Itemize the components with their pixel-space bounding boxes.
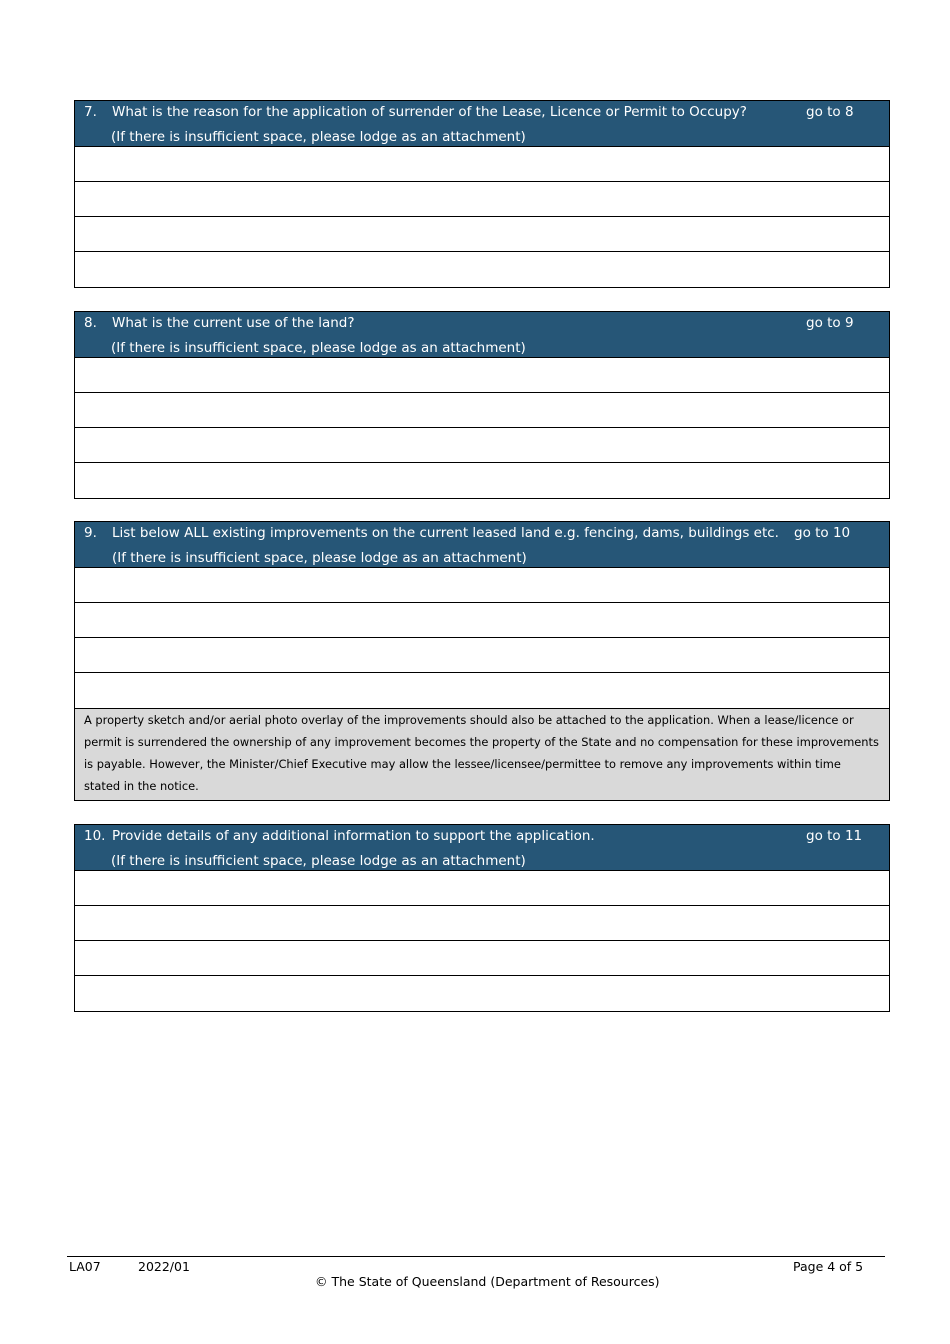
question-9-answer-line-3[interactable] xyxy=(75,638,889,673)
question-8-answer-line-4[interactable] xyxy=(75,463,889,498)
question-7-number: 7. xyxy=(84,104,97,120)
question-10-answer-line-3[interactable] xyxy=(75,941,889,976)
improvements-note: A property sketch and/or aerial photo overlay of the improvements should also be attached to the application. When a lease/licence or permit is surrendered the ownership of any improvement becomes the property of the State and no compensation for these improvements is payable. However, the Minister/Chief Executive may allow the lessee/licensee/permittee to remove any improvements within time stated in the notice. xyxy=(75,708,889,800)
footer-form-code: LA07 xyxy=(69,1259,101,1274)
question-7-answer-line-3[interactable] xyxy=(75,217,889,252)
question-10-text: Provide details of any additional information to support the application. xyxy=(112,828,595,844)
question-9-goto: go to 10 xyxy=(794,525,851,541)
question-9-answer-line-2[interactable] xyxy=(75,603,889,638)
question-7-goto: go to 8 xyxy=(806,104,854,120)
question-10-section xyxy=(74,824,890,1012)
question-9-section xyxy=(74,521,890,801)
question-10-number: 10. xyxy=(84,828,106,844)
question-7-answer-line-1[interactable] xyxy=(75,147,889,182)
question-9-answer-line-4[interactable] xyxy=(75,673,889,708)
footer-divider xyxy=(67,1256,885,1257)
question-8-goto: go to 9 xyxy=(806,315,854,331)
question-9-answer-line-1[interactable] xyxy=(75,568,889,603)
question-10-subtext: (If there is insufficient space, please lodge as an attachment) xyxy=(111,853,526,869)
question-7-header xyxy=(75,101,889,147)
question-8-text: What is the current use of the land? xyxy=(112,315,355,331)
question-8-section xyxy=(74,311,890,499)
question-8-number: 8. xyxy=(84,315,97,331)
question-8-answer-line-1[interactable] xyxy=(75,358,889,393)
footer-copyright: © The State of Queensland (Department of Resources) xyxy=(315,1274,660,1289)
question-7-section xyxy=(74,100,890,288)
question-10-answer-line-2[interactable] xyxy=(75,906,889,941)
question-7-subtext: (If there is insufficient space, please lodge as an attachment) xyxy=(111,129,526,145)
question-8-header xyxy=(75,312,889,358)
question-10-answer-line-1[interactable] xyxy=(75,871,889,906)
question-10-answer-line-4[interactable] xyxy=(75,976,889,1011)
footer-version: 2022/01 xyxy=(138,1259,190,1274)
question-7-text: What is the reason for the application of surrender of the Lease, Licence or Permit to Occupy? xyxy=(112,104,747,120)
question-9-text: List below ALL existing improvements on the current leased land e.g. fencing, dams, buildings etc. xyxy=(112,525,779,541)
question-8-answer-line-3[interactable] xyxy=(75,428,889,463)
question-9-number: 9. xyxy=(84,525,97,541)
question-9-subtext: (If there is insufficient space, please lodge as an attachment) xyxy=(112,550,527,566)
footer-page-number: Page 4 of 5 xyxy=(793,1259,864,1274)
question-7-answer-line-4[interactable] xyxy=(75,252,889,287)
question-10-header xyxy=(75,825,889,871)
question-9-header xyxy=(75,522,889,568)
question-8-subtext: (If there is insufficient space, please lodge as an attachment) xyxy=(111,340,526,356)
question-7-answer-line-2[interactable] xyxy=(75,182,889,217)
question-8-answer-line-2[interactable] xyxy=(75,393,889,428)
question-10-goto: go to 11 xyxy=(806,828,863,844)
